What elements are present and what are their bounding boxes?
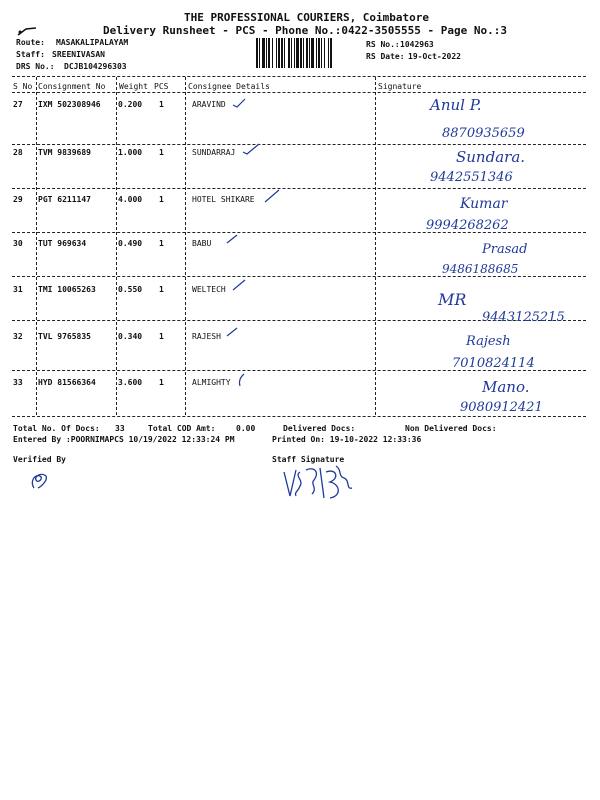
barcode-image <box>256 38 362 68</box>
check-mark-icon <box>226 327 238 337</box>
row-29-consignment: PGT 6211147 <box>38 195 91 204</box>
row-30-sno: 30 <box>13 239 23 248</box>
row-30-consignee: BABU <box>192 239 212 248</box>
row-31-signature-name: MR <box>438 290 467 309</box>
row-33-signature-name: Mano. <box>482 378 530 396</box>
non-delivered-docs-label: Non Delivered Docs: <box>405 424 497 433</box>
row-27-signature-phone: 8870935659 <box>442 126 525 141</box>
row-31-pcs: 1 <box>159 285 164 294</box>
row-29-signature-name: Kumar <box>460 196 508 212</box>
row-30-consignment: TUT 969634 <box>38 239 87 248</box>
row-28-consignee: SUNDARRAJ <box>192 148 236 157</box>
check-mark-icon <box>242 143 260 155</box>
check-mark-icon <box>232 98 246 108</box>
header-divider-bottom <box>12 92 586 93</box>
row-31-weight: 0.550 <box>118 285 143 294</box>
col-signature: Signature <box>378 82 422 91</box>
row-30-pcs: 1 <box>159 239 164 248</box>
row-28-weight: 1.000 <box>118 148 143 157</box>
staff-label: Staff: <box>16 50 45 59</box>
header-divider-top <box>12 76 586 77</box>
row-31-consignee: WELTECH <box>192 285 226 294</box>
col-sno: S No <box>13 82 33 91</box>
verified-signature-image <box>28 470 52 492</box>
col-pcs: PCS <box>154 82 169 91</box>
staff-signature-label: Staff Signature <box>272 455 345 464</box>
row-31-signature-phone: 9443125215 <box>482 310 565 325</box>
cod-label: Total COD Amt: <box>148 424 216 433</box>
row-29-consignee: HOTEL SHIKARE <box>192 195 255 204</box>
row-27-consignee: ARAVIND <box>192 100 226 109</box>
row-31-consignment: TMI 10065263 <box>38 285 96 294</box>
row-32-consignment: TVL 9765835 <box>38 332 91 341</box>
row-32-consignee: RAJESH <box>192 332 221 341</box>
row-29-signature-phone: 9994268262 <box>426 218 509 233</box>
row-31-sno: 31 <box>13 285 23 294</box>
row-30-signature-phone: 9486188685 <box>442 262 519 276</box>
row-30-weight: 0.490 <box>118 239 143 248</box>
row-33-consignment: HYD 81566364 <box>38 378 96 387</box>
entered-by: Entered By :POORNIMAPCS 10/19/2022 12:33:24 PM <box>13 435 235 444</box>
col-consignee: Consignee Details <box>188 82 270 91</box>
row-29-sno: 29 <box>13 195 23 204</box>
check-mark-icon <box>236 373 246 387</box>
route-label: Route: <box>16 38 45 47</box>
row-32-weight: 0.340 <box>118 332 143 341</box>
row-32-pcs: 1 <box>159 332 164 341</box>
delivered-docs-label: Delivered Docs: <box>283 424 356 433</box>
row-32-signature-name: Rajesh <box>466 334 511 349</box>
row-28-signature-phone: 9442551346 <box>430 170 513 185</box>
check-mark-icon <box>232 279 246 291</box>
printed-on: Printed On: 19-10-2022 12:33:36 <box>272 435 422 444</box>
drs-value: DCJB104296303 <box>64 62 127 71</box>
rs-no-value: 1042963 <box>400 40 434 49</box>
row-27-weight: 0.200 <box>118 100 143 109</box>
row-33-pcs: 1 <box>159 378 164 387</box>
row-33-weight: 3.600 <box>118 378 143 387</box>
total-docs-value: 33 <box>115 424 125 433</box>
total-docs-label: Total No. Of Docs: <box>13 424 100 433</box>
row-27-sno: 27 <box>13 100 23 109</box>
row-29-pcs: 1 <box>159 195 164 204</box>
staff-value: SREENIVASAN <box>52 50 105 59</box>
row-32-sno: 32 <box>13 332 23 341</box>
check-mark-icon <box>226 234 238 244</box>
rs-date-value: 19-Oct-2022 <box>408 52 461 61</box>
row-27-signature-name: Anul P. <box>430 96 482 114</box>
row-33-sno: 33 <box>13 378 23 387</box>
row-30-signature-name: Prasad <box>482 242 528 257</box>
cod-value: 0.00 <box>236 424 256 433</box>
company-title: THE PROFESSIONAL COURIERS, Coimbatore <box>184 11 430 24</box>
route-value: MASAKALIPALAYAM <box>56 38 129 47</box>
row-28-sno: 28 <box>13 148 23 157</box>
row-33-signature-phone: 9080912421 <box>460 400 543 415</box>
staff-signature-image <box>280 462 356 506</box>
row-27-pcs: 1 <box>159 100 164 109</box>
check-mark-icon <box>264 189 280 203</box>
row-28-consignment: TVM 9839689 <box>38 148 91 157</box>
row-29-weight: 4.000 <box>118 195 143 204</box>
row-27-consignment: IXM 502308946 <box>38 100 101 109</box>
row-32-signature-phone: 7010824114 <box>452 356 535 371</box>
col-consignment: Consignment No <box>38 82 106 91</box>
row-28-signature-name: Sundara. <box>456 148 526 166</box>
verified-by-label: Verified By <box>13 455 66 464</box>
col-weight: Weight <box>119 82 148 91</box>
runsheet-title: Delivery Runsheet - PCS - Phone No.:0422-3505555 - Page No.:3 <box>103 24 507 37</box>
row-28-pcs: 1 <box>159 148 164 157</box>
drs-label: DRS No.: <box>16 62 55 71</box>
row-33-consignee: ALMIGHTY <box>192 378 231 387</box>
rs-no-label: RS No.: <box>366 40 400 49</box>
rs-date-label: RS Date: <box>366 52 405 61</box>
